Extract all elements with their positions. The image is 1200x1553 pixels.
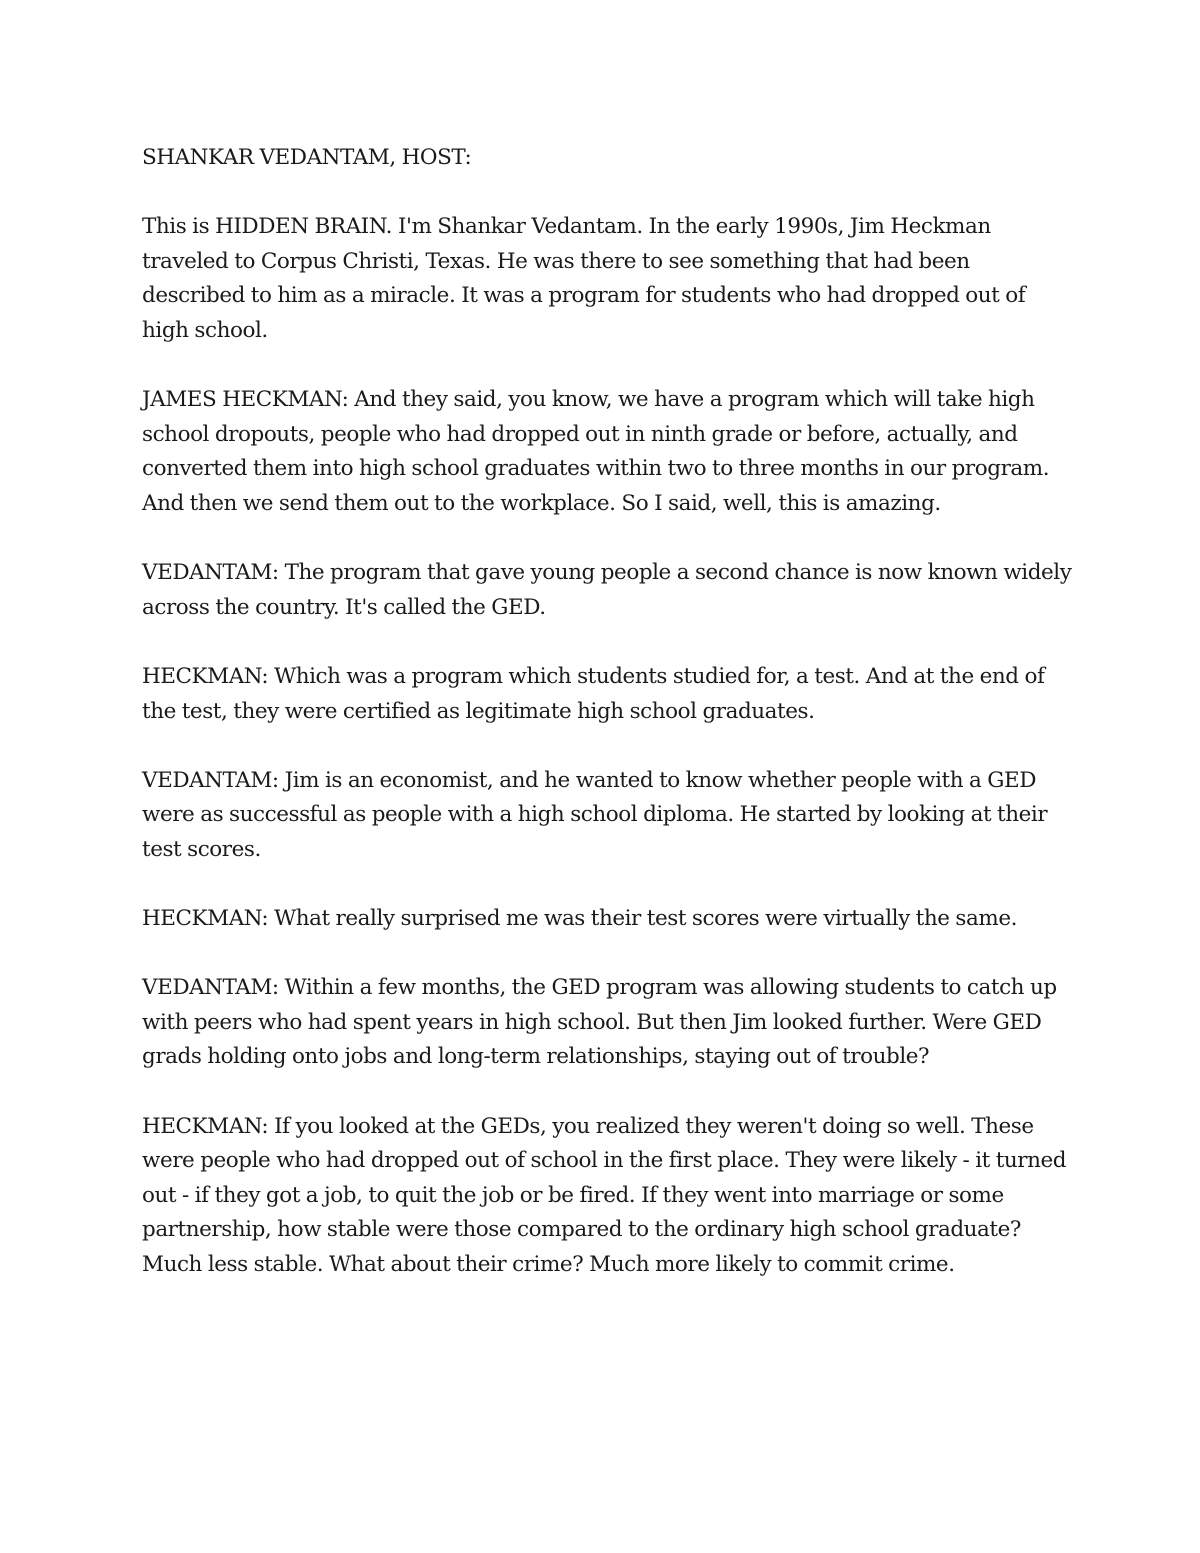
- paragraph-heckman-5: HECKMAN: What really surprised me was their test scores were virtually the same.: [142, 906, 1017, 932]
- paragraph-intro: This is HIDDEN BRAIN. I'm Shankar Vedantam. In the early 1990s, Jim Heckman traveled to Corpus Christi, Texas. He was there to see something that had been described to him as a miracle. It was a program for students who had dropped out of high school.: [142, 214, 1026, 343]
- paragraph-heckman-7: HECKMAN: If you looked at the GEDs, you realized they weren't doing so well. These were people who had dropped out of school in the first place. They were likely - it turned out - if they got a job, to quit the job or be fired. If they went into marriage or some partnership, how stable were those compared to the ordinary high school graduate? Much less stable. What about their crime? Much more likely to commit crime.: [142, 1113, 1067, 1277]
- paragraph-vedantam-2: VEDANTAM: The program that gave young people a second chance is now known widely across the country. It's called the GED.: [142, 560, 1072, 620]
- speaker-heading: SHANKAR VEDANTAM, HOST:: [142, 145, 472, 170]
- paragraph-heckman-3: HECKMAN: Which was a program which students studied for, a test. And at the end of the test, they were certified as legitimate high school graduates.: [142, 663, 1045, 724]
- transcript-body: [142, 141, 1072, 1317]
- paragraph-vedantam-6: VEDANTAM: Within a few months, the GED program was allowing students to catch up with peers who had spent years in high school. But then Jim looked further. Were GED grads holding onto jobs and long-term relationships, staying out of trouble?: [142, 975, 1057, 1070]
- paragraph-heckman-1: JAMES HECKMAN: And they said, you know, we have a program which will take high school dropouts, people who had dropped out in ninth grade or before, actually, and converted them into high school graduates within two to three months in our program. And then we send them out to the workplace. So I said, well, this is amazing.: [142, 387, 1050, 516]
- paragraph-vedantam-4: VEDANTAM: Jim is an economist, and he wanted to know whether people with a GED were as successful as people with a high school diploma. He started by looking at their test scores.: [142, 767, 1048, 862]
